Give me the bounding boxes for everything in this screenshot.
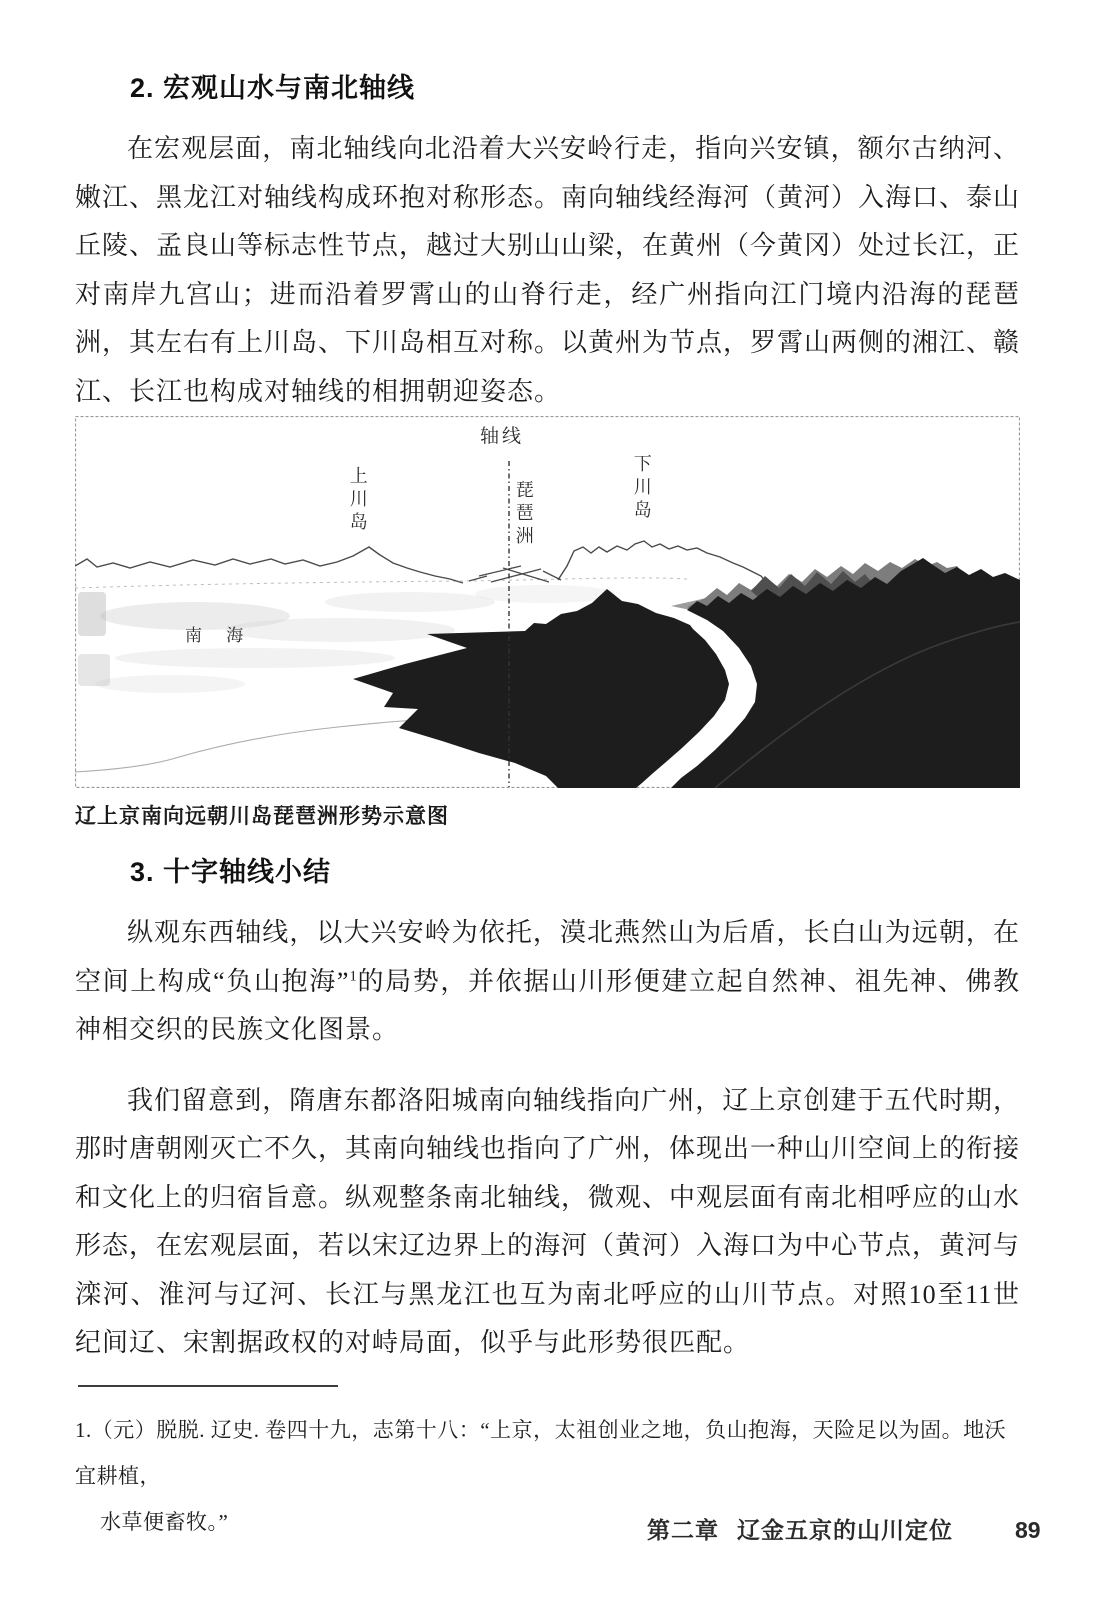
section-3-heading: 3. 十字轴线小结 xyxy=(130,857,332,887)
page-footer xyxy=(647,1512,1041,1545)
axis-label: 轴线 xyxy=(480,426,525,447)
section-3-paragraph-2: 我们留意到，隋唐东都洛阳城南向轴线指向广州，辽上京创建于五代时期，那时唐朝刚灭亡不久，其南向轴线也指向了广州，体现出一种山川空间上的衔接和文化上的归宿旨意。纵观整条南北轴线，微观、中观层面有南北相呼应的山水形态，在宏观层面，若以宋辽边界上的海河（黄河）入海口为中心节点，黄河与滦河、淮河与辽河、长江与黑龙江也互为南北呼应的山川节点。对照10至11世纪间辽、宋割据政权的对峙局面，似乎与此形势很匹配。 xyxy=(75,1085,1021,1357)
footnote-reference: 1 xyxy=(349,967,357,984)
footer-chapter: 第二章 xyxy=(647,1517,719,1543)
landscape-figure xyxy=(75,416,1020,788)
page-content xyxy=(75,0,1020,1545)
faint-shoreline-mid xyxy=(75,578,687,588)
paragraph-text-pre: 纵观东西轴线，以大兴安岭为依托，漠北燕然山为后盾，长白山为远朝，在空间上构成“负山抱海” xyxy=(75,918,1020,996)
shangchuan-island-label: 上川岛 xyxy=(347,466,368,535)
paragraph-text-post: 的局势，并依据山川形便建立起自然神、祖先神、佛教神相交织的民族文化图景。 xyxy=(75,966,1020,1044)
pipa-islet-strokes xyxy=(469,566,561,582)
section-3-paragraph-1 xyxy=(75,909,1020,1055)
shangchuan-outline xyxy=(75,547,463,583)
footnote-line-2: 水草便畜牧。” xyxy=(100,1509,229,1534)
xiachuan-outline xyxy=(558,541,768,587)
footnote-separator-rule xyxy=(78,1385,338,1387)
footer-page-number: 89 xyxy=(1015,1517,1041,1543)
section-2-paragraph: 在宏观层面，南北轴线向北沿着大兴安岭行走，指向兴安镇，额尔古纳河、嫩江、黑龙江对轴线构成环抱对称形态。南向轴线经海河（黄河）入海口、泰山丘陵、孟良山等标志性节点，越过大别山山梁，在黄州（今黄冈）处过长江，正对南岸九宫山；进而沿着罗霄山的山脊行走，经广州指向江门境内沿海的琵琶洲，其左右有上川岛、下川岛相互对称。以黄州为节点，罗霄山两侧的湘江、赣江、长江也构成对轴线的相拥朝迎姿态。 xyxy=(75,134,1021,406)
xiachuan-island-label: 下川岛 xyxy=(631,454,652,523)
landscape-illustration xyxy=(75,416,1020,788)
section-2-heading: 2. 宏观山水与南北轴线 xyxy=(130,73,416,103)
footnote-line-1: 1.（元）脱脱. 辽史. 卷四十九，志第十八：“上京，太祖创业之地，负山抱海，天险足以为固。地沃宜耕植， xyxy=(75,1417,1007,1488)
central-black-landmass xyxy=(353,589,729,788)
south-sea-label: 南 海 xyxy=(185,626,254,645)
pipa-shoal-label: 琵琶洲 xyxy=(513,480,534,549)
footer-chapter-title: 辽金五京的山川定位 xyxy=(737,1517,953,1543)
figure-caption: 辽上京南向远朝川岛琵琶洲形势示意图 xyxy=(75,805,449,828)
